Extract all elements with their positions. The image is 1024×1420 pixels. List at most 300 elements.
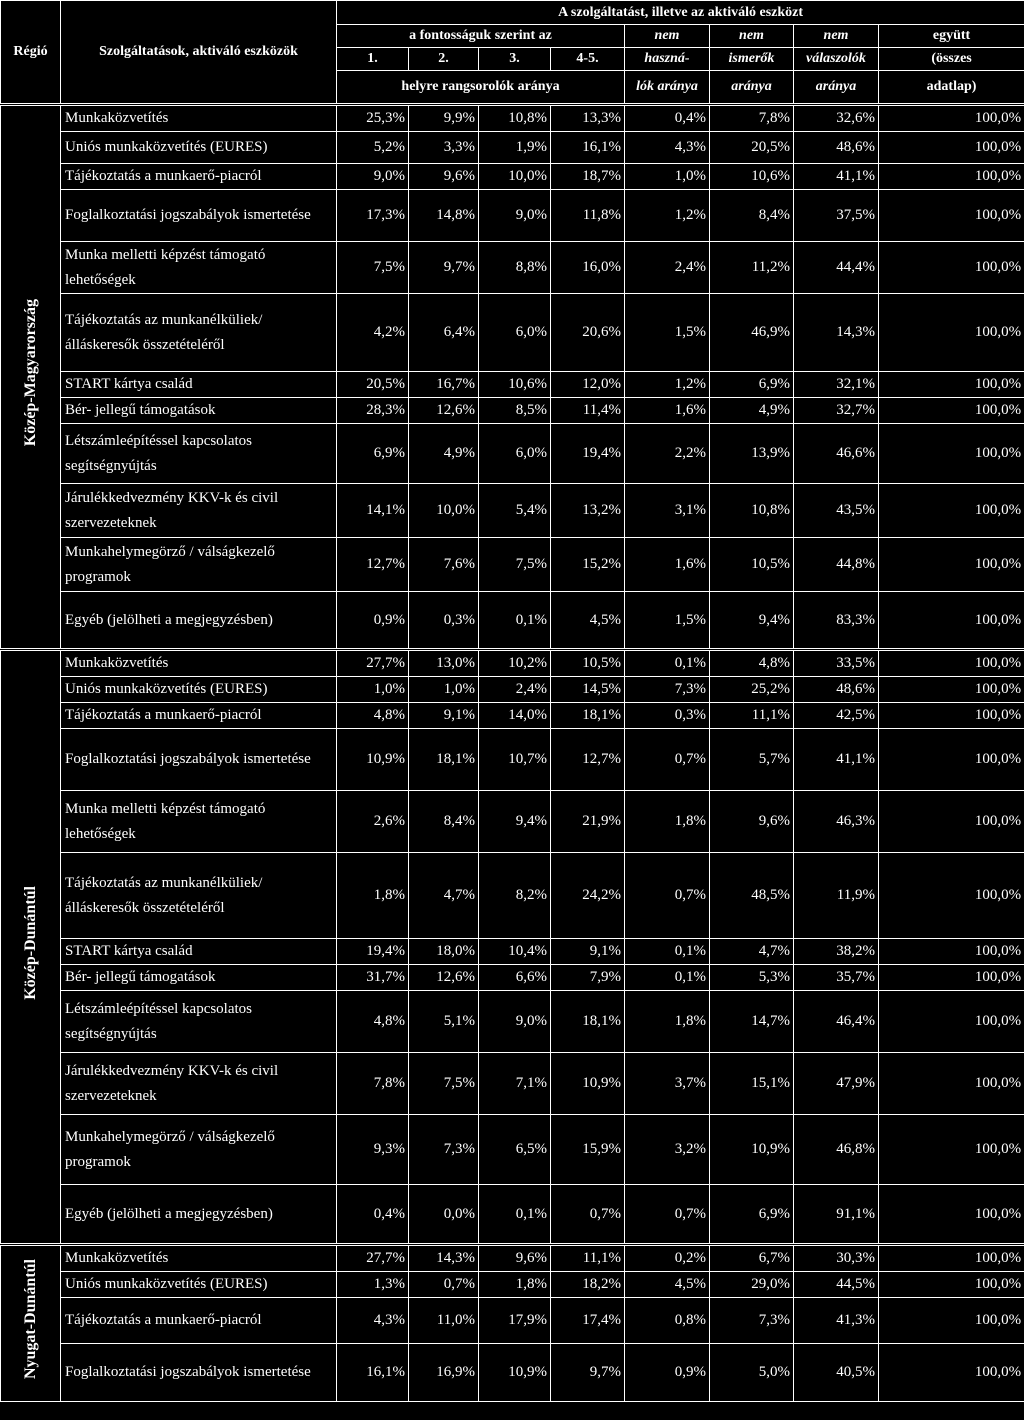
table-row (1, 1298, 1024, 1344)
value-cell: 10,6% (710, 164, 794, 190)
value-cell: 47,9% (794, 1053, 879, 1115)
value-cell: 100,0% (879, 538, 1024, 592)
service-label: Egyéb (jelölheti a megjegyzésben) (61, 1185, 337, 1245)
value-cell: 91,1% (794, 1185, 879, 1245)
value-cell: 32,7% (794, 398, 879, 424)
value-cell: 19,4% (551, 424, 625, 484)
table-row (1, 242, 1024, 294)
value-cell: 100,0% (879, 105, 1024, 132)
value-cell: 38,2% (794, 939, 879, 965)
table-row (1, 1272, 1024, 1298)
service-label: Létszámleépítéssel kapcsolatos segítségnyújtás (61, 991, 337, 1053)
value-cell: 9,6% (409, 164, 479, 190)
value-cell: 11,4% (551, 398, 625, 424)
value-cell: 11,8% (551, 190, 625, 242)
region-cell (1, 650, 61, 1245)
value-cell: 100,0% (879, 677, 1024, 703)
value-cell: 11,2% (710, 242, 794, 294)
value-cell: 1,8% (479, 1272, 551, 1298)
value-cell: 3,1% (625, 484, 710, 538)
value-cell: 46,3% (794, 791, 879, 853)
value-cell: 9,1% (409, 703, 479, 729)
service-label: START kártya család (61, 372, 337, 398)
service-label: Bér- jellegű támogatások (61, 398, 337, 424)
not-used-header-2: haszná- (625, 48, 710, 71)
table-row (1, 398, 1024, 424)
value-cell: 0,3% (409, 592, 479, 650)
value-cell: 41,1% (794, 729, 879, 791)
value-cell: 1,2% (625, 190, 710, 242)
value-cell: 9,6% (479, 1245, 551, 1272)
value-cell: 100,0% (879, 939, 1024, 965)
table-row (1, 1115, 1024, 1185)
value-cell: 0,1% (479, 1185, 551, 1245)
value-cell: 9,7% (409, 242, 479, 294)
value-cell: 100,0% (879, 242, 1024, 294)
value-cell: 100,0% (879, 1115, 1024, 1185)
value-cell: 0,7% (625, 853, 710, 939)
no-answer-header-3: aránya (794, 71, 879, 105)
value-cell: 0,7% (409, 1272, 479, 1298)
service-label: Munkaközvetítés (61, 650, 337, 677)
value-cell: 42,5% (794, 703, 879, 729)
value-cell: 16,9% (409, 1344, 479, 1402)
value-cell: 14,1% (337, 484, 409, 538)
value-cell: 5,4% (479, 484, 551, 538)
value-cell: 4,5% (551, 592, 625, 650)
value-cell: 27,7% (337, 650, 409, 677)
value-cell: 6,4% (409, 294, 479, 372)
value-cell: 1,5% (625, 294, 710, 372)
value-cell: 48,6% (794, 677, 879, 703)
value-cell: 4,9% (710, 398, 794, 424)
value-cell: 0,1% (625, 939, 710, 965)
table-row (1, 105, 1024, 132)
value-cell: 19,4% (337, 939, 409, 965)
value-cell: 48,5% (710, 853, 794, 939)
value-cell: 100,0% (879, 991, 1024, 1053)
value-cell: 10,7% (479, 729, 551, 791)
region-label: Közép-Dunántúl (22, 885, 39, 1000)
value-cell: 100,0% (879, 1298, 1024, 1344)
table-row (1, 703, 1024, 729)
value-cell: 48,6% (794, 132, 879, 164)
table-row (1, 991, 1024, 1053)
value-cell: 10,6% (479, 372, 551, 398)
value-cell: 6,9% (710, 1185, 794, 1245)
value-cell: 9,0% (337, 164, 409, 190)
table-header (1, 1, 1024, 105)
no-answer-header-2: válaszolók (794, 48, 879, 71)
value-cell: 7,3% (625, 677, 710, 703)
value-cell: 1,8% (337, 853, 409, 939)
service-label: Uniós munkaközvetítés (EURES) (61, 132, 337, 164)
value-cell: 100,0% (879, 484, 1024, 538)
value-cell: 100,0% (879, 791, 1024, 853)
region-label: Nyugat-Dunántúl (22, 1258, 39, 1380)
service-label: Munka melletti képzést támogató lehetőségek (61, 242, 337, 294)
service-label: Munkahelymegörző / válságkezelő programok (61, 538, 337, 592)
value-cell: 5,1% (409, 991, 479, 1053)
value-cell: 11,9% (794, 853, 879, 939)
value-cell: 11,0% (409, 1298, 479, 1344)
value-cell: 1,5% (625, 592, 710, 650)
not-known-header-1: nem (710, 25, 794, 48)
value-cell: 0,9% (625, 1344, 710, 1402)
service-header: Szolgáltatások, aktiváló eszközök (61, 1, 337, 105)
value-cell: 100,0% (879, 190, 1024, 242)
value-cell: 1,0% (337, 677, 409, 703)
value-cell: 10,4% (479, 939, 551, 965)
value-cell: 18,1% (409, 729, 479, 791)
value-cell: 0,9% (337, 592, 409, 650)
value-cell: 14,8% (409, 190, 479, 242)
value-cell: 100,0% (879, 132, 1024, 164)
value-cell: 7,8% (710, 105, 794, 132)
value-cell: 7,5% (337, 242, 409, 294)
value-cell: 4,5% (625, 1272, 710, 1298)
value-cell: 1,0% (409, 677, 479, 703)
value-cell: 10,2% (479, 650, 551, 677)
value-cell: 18,0% (409, 939, 479, 965)
value-cell: 100,0% (879, 1245, 1024, 1272)
value-cell: 1,0% (625, 164, 710, 190)
service-label: Tájékoztatás az munkanélküliek/álláskeresők összetételéről (61, 853, 337, 939)
value-cell: 17,3% (337, 190, 409, 242)
value-cell: 8,4% (710, 190, 794, 242)
service-label: Tájékoztatás a munkaerő-piacról (61, 1298, 337, 1344)
value-cell: 18,7% (551, 164, 625, 190)
table-row (1, 1245, 1024, 1272)
value-cell: 8,4% (409, 791, 479, 853)
value-cell: 5,0% (710, 1344, 794, 1402)
value-cell: 9,1% (551, 939, 625, 965)
value-cell: 8,5% (479, 398, 551, 424)
value-cell: 0,0% (409, 1185, 479, 1245)
value-cell: 3,3% (409, 132, 479, 164)
value-cell: 32,6% (794, 105, 879, 132)
value-cell: 7,5% (479, 538, 551, 592)
value-cell: 3,7% (625, 1053, 710, 1115)
value-cell: 2,4% (625, 242, 710, 294)
rank-bottom-header: helyre rangsorolók aránya (337, 71, 625, 105)
table-row (1, 372, 1024, 398)
value-cell: 14,7% (710, 991, 794, 1053)
value-cell: 10,8% (710, 484, 794, 538)
value-cell: 0,7% (625, 1185, 710, 1245)
value-cell: 8,2% (479, 853, 551, 939)
value-cell: 16,7% (409, 372, 479, 398)
value-cell: 100,0% (879, 650, 1024, 677)
service-label: Uniós munkaközvetítés (EURES) (61, 1272, 337, 1298)
value-cell: 10,9% (710, 1115, 794, 1185)
value-cell: 9,0% (479, 190, 551, 242)
table-row (1, 592, 1024, 650)
rank-45-header: 4-5. (551, 48, 625, 71)
value-cell: 14,3% (794, 294, 879, 372)
value-cell: 9,3% (337, 1115, 409, 1185)
value-cell: 4,8% (337, 991, 409, 1053)
value-cell: 20,5% (710, 132, 794, 164)
value-cell: 10,5% (551, 650, 625, 677)
value-cell: 0,7% (625, 729, 710, 791)
value-cell: 18,1% (551, 703, 625, 729)
value-cell: 20,6% (551, 294, 625, 372)
value-cell: 44,8% (794, 538, 879, 592)
rank-3-header: 3. (479, 48, 551, 71)
value-cell: 0,7% (551, 1185, 625, 1245)
value-cell: 83,3% (794, 592, 879, 650)
table-row (1, 1053, 1024, 1115)
value-cell: 43,5% (794, 484, 879, 538)
value-cell: 9,0% (479, 991, 551, 1053)
value-cell: 6,7% (710, 1245, 794, 1272)
service-label: Munkaközvetítés (61, 105, 337, 132)
value-cell: 4,8% (710, 650, 794, 677)
value-cell: 7,6% (409, 538, 479, 592)
value-cell: 46,9% (710, 294, 794, 372)
value-cell: 10,9% (479, 1344, 551, 1402)
service-label: Uniós munkaközvetítés (EURES) (61, 677, 337, 703)
table-row (1, 677, 1024, 703)
value-cell: 4,9% (409, 424, 479, 484)
value-cell: 100,0% (879, 1053, 1024, 1115)
table-row (1, 424, 1024, 484)
service-label: Tájékoztatás a munkaerő-piacról (61, 703, 337, 729)
value-cell: 14,5% (551, 677, 625, 703)
value-cell: 37,5% (794, 190, 879, 242)
value-cell: 8,8% (479, 242, 551, 294)
value-cell: 24,2% (551, 853, 625, 939)
value-cell: 6,9% (337, 424, 409, 484)
value-cell: 9,4% (710, 592, 794, 650)
value-cell: 0,8% (625, 1298, 710, 1344)
rank-1-header: 1. (337, 48, 409, 71)
value-cell: 6,0% (479, 424, 551, 484)
service-label: Foglalkoztatási jogszabályok ismertetése (61, 190, 337, 242)
not-known-header-2: ismerők (710, 48, 794, 71)
value-cell: 20,5% (337, 372, 409, 398)
value-cell: 4,3% (337, 1298, 409, 1344)
table-row (1, 1344, 1024, 1402)
value-cell: 100,0% (879, 853, 1024, 939)
service-label: Tájékoztatás a munkaerő-piacról (61, 164, 337, 190)
value-cell: 25,3% (337, 105, 409, 132)
table-row (1, 190, 1024, 242)
value-cell: 100,0% (879, 1272, 1024, 1298)
value-cell: 5,2% (337, 132, 409, 164)
total-header-1: együtt (879, 25, 1024, 48)
value-cell: 6,0% (479, 294, 551, 372)
value-cell: 9,7% (551, 1344, 625, 1402)
value-cell: 2,2% (625, 424, 710, 484)
value-cell: 21,9% (551, 791, 625, 853)
value-cell: 11,1% (710, 703, 794, 729)
value-cell: 0,1% (625, 650, 710, 677)
value-cell: 100,0% (879, 424, 1024, 484)
value-cell: 41,1% (794, 164, 879, 190)
service-label: Foglalkoztatási jogszabályok ismertetése (61, 1344, 337, 1402)
value-cell: 12,7% (337, 538, 409, 592)
value-cell: 6,9% (710, 372, 794, 398)
table-row (1, 164, 1024, 190)
value-cell: 15,1% (710, 1053, 794, 1115)
value-cell: 13,3% (551, 105, 625, 132)
value-cell: 100,0% (879, 592, 1024, 650)
service-label: START kártya család (61, 939, 337, 965)
value-cell: 100,0% (879, 372, 1024, 398)
value-cell: 10,9% (337, 729, 409, 791)
value-cell: 18,2% (551, 1272, 625, 1298)
value-cell: 13,9% (710, 424, 794, 484)
value-cell: 0,4% (625, 105, 710, 132)
total-header-3: adatlap) (879, 71, 1024, 105)
table-row (1, 650, 1024, 677)
value-cell: 7,3% (409, 1115, 479, 1185)
value-cell: 100,0% (879, 1344, 1024, 1402)
table-row (1, 791, 1024, 853)
value-cell: 7,3% (710, 1298, 794, 1344)
value-cell: 9,4% (479, 791, 551, 853)
value-cell: 12,6% (409, 965, 479, 991)
service-label: Járulékkedvezmény KKV-k és civil szervezeteknek (61, 484, 337, 538)
value-cell: 0,3% (625, 703, 710, 729)
region-cell (1, 105, 61, 650)
value-cell: 4,2% (337, 294, 409, 372)
value-cell: 1,6% (625, 538, 710, 592)
value-cell: 46,8% (794, 1115, 879, 1185)
service-label: Egyéb (jelölheti a megjegyzésben) (61, 592, 337, 650)
value-cell: 15,9% (551, 1115, 625, 1185)
value-cell: 44,5% (794, 1272, 879, 1298)
group-header: A szolgáltatást, illetve az aktiváló eszközt (337, 1, 1024, 25)
not-known-header-3: aránya (710, 71, 794, 105)
value-cell: 1,8% (625, 991, 710, 1053)
value-cell: 7,8% (337, 1053, 409, 1115)
value-cell: 2,4% (479, 677, 551, 703)
value-cell: 16,1% (551, 132, 625, 164)
value-cell: 16,1% (337, 1344, 409, 1402)
service-label: Tájékoztatás az munkanélküliek/álláskeresők összetételéről (61, 294, 337, 372)
table-row (1, 729, 1024, 791)
region-header: Régió (1, 1, 61, 105)
value-cell: 7,1% (479, 1053, 551, 1115)
value-cell: 29,0% (710, 1272, 794, 1298)
value-cell: 12,0% (551, 372, 625, 398)
value-cell: 100,0% (879, 729, 1024, 791)
value-cell: 2,6% (337, 791, 409, 853)
value-cell: 0,1% (625, 965, 710, 991)
value-cell: 100,0% (879, 1185, 1024, 1245)
value-cell: 10,0% (479, 164, 551, 190)
value-cell: 9,6% (710, 791, 794, 853)
value-cell: 100,0% (879, 703, 1024, 729)
total-header-2: (összes (879, 48, 1024, 71)
value-cell: 27,7% (337, 1245, 409, 1272)
value-cell: 17,9% (479, 1298, 551, 1344)
value-cell: 17,4% (551, 1298, 625, 1344)
value-cell: 9,9% (409, 105, 479, 132)
value-cell: 31,7% (337, 965, 409, 991)
table-row (1, 1185, 1024, 1245)
value-cell: 14,3% (409, 1245, 479, 1272)
value-cell: 3,2% (625, 1115, 710, 1185)
not-used-header-1: nem (625, 25, 710, 48)
value-cell: 33,5% (794, 650, 879, 677)
value-cell: 100,0% (879, 965, 1024, 991)
value-cell: 32,1% (794, 372, 879, 398)
value-cell: 10,8% (479, 105, 551, 132)
service-label: Bér- jellegű támogatások (61, 965, 337, 991)
table-row (1, 538, 1024, 592)
rank-2-header: 2. (409, 48, 479, 71)
value-cell: 12,6% (409, 398, 479, 424)
value-cell: 11,1% (551, 1245, 625, 1272)
value-cell: 4,8% (337, 703, 409, 729)
service-label: Munka melletti képzést támogató lehetőségek (61, 791, 337, 853)
value-cell: 13,2% (551, 484, 625, 538)
region-label: Közép-Magyarország (22, 298, 39, 447)
value-cell: 7,5% (409, 1053, 479, 1115)
service-label: Foglalkoztatási jogszabályok ismertetése (61, 729, 337, 791)
value-cell: 1,2% (625, 372, 710, 398)
value-cell: 7,9% (551, 965, 625, 991)
value-cell: 1,3% (337, 1272, 409, 1298)
value-cell: 12,7% (551, 729, 625, 791)
value-cell: 0,2% (625, 1245, 710, 1272)
value-cell: 1,6% (625, 398, 710, 424)
value-cell: 13,0% (409, 650, 479, 677)
table-row (1, 294, 1024, 372)
value-cell: 46,6% (794, 424, 879, 484)
table-row (1, 939, 1024, 965)
table-row (1, 484, 1024, 538)
table-row (1, 132, 1024, 164)
no-answer-header-1: nem (794, 25, 879, 48)
value-cell: 1,9% (479, 132, 551, 164)
value-cell: 4,7% (409, 853, 479, 939)
value-cell: 18,1% (551, 991, 625, 1053)
value-cell: 30,3% (794, 1245, 879, 1272)
value-cell: 35,7% (794, 965, 879, 991)
value-cell: 15,2% (551, 538, 625, 592)
value-cell: 0,1% (479, 592, 551, 650)
value-cell: 0,4% (337, 1185, 409, 1245)
value-cell: 28,3% (337, 398, 409, 424)
value-cell: 5,3% (710, 965, 794, 991)
value-cell: 5,7% (710, 729, 794, 791)
value-cell: 100,0% (879, 398, 1024, 424)
table-row (1, 965, 1024, 991)
value-cell: 6,5% (479, 1115, 551, 1185)
not-used-header-3: lók aránya (625, 71, 710, 105)
value-cell: 40,5% (794, 1344, 879, 1402)
service-label: Járulékkedvezmény KKV-k és civil szervezeteknek (61, 1053, 337, 1115)
value-cell: 10,5% (710, 538, 794, 592)
value-cell: 100,0% (879, 294, 1024, 372)
region-cell (1, 1245, 61, 1402)
value-cell: 16,0% (551, 242, 625, 294)
value-cell: 14,0% (479, 703, 551, 729)
value-cell: 41,3% (794, 1298, 879, 1344)
value-cell: 4,3% (625, 132, 710, 164)
value-cell: 100,0% (879, 164, 1024, 190)
value-cell: 25,2% (710, 677, 794, 703)
value-cell: 44,4% (794, 242, 879, 294)
value-cell: 10,9% (551, 1053, 625, 1115)
value-cell: 10,0% (409, 484, 479, 538)
value-cell: 4,7% (710, 939, 794, 965)
